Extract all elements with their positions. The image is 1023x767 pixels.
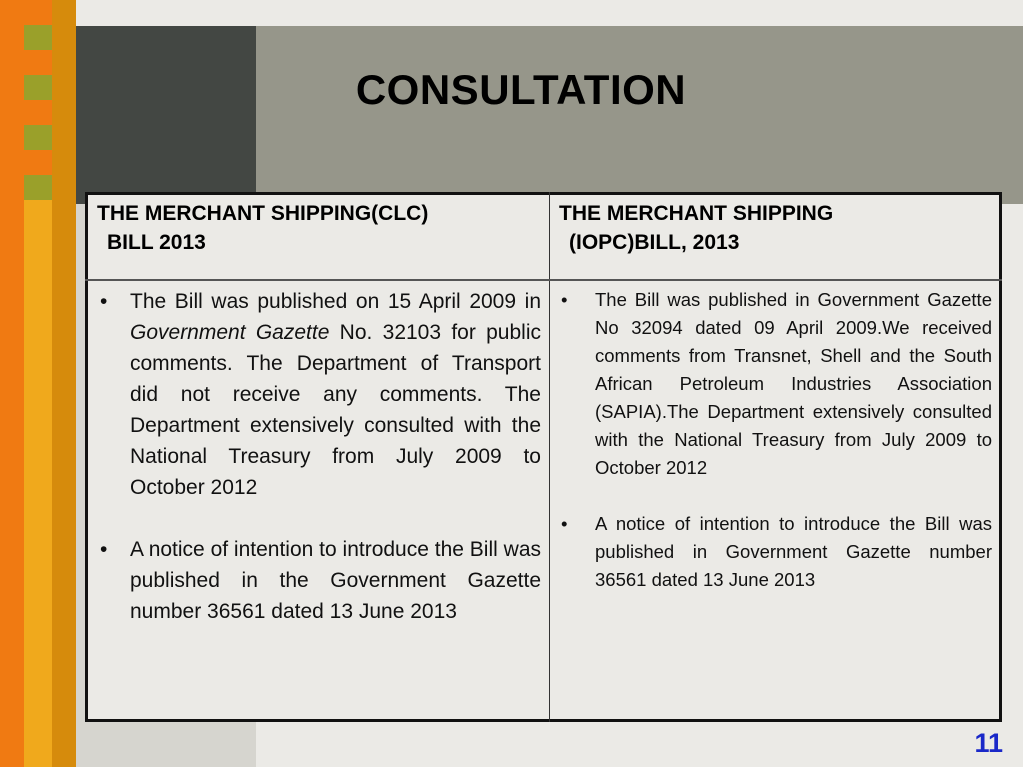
table-row-divider [85, 279, 1002, 281]
bullet-icon: • [561, 513, 568, 534]
list-item [556, 510, 992, 594]
table-cell-clc [95, 286, 541, 627]
table-header-clc [97, 199, 537, 257]
decor-stripe-orange [0, 0, 24, 767]
decor-checker [24, 50, 52, 75]
list-spacer [556, 482, 992, 510]
decor-checker [24, 175, 52, 200]
bullet-text-italic: Government Gazette [130, 321, 330, 344]
bullet-icon: • [561, 289, 568, 310]
bullet-text: The Bill was published on 15 April 2009 in [130, 290, 541, 313]
decor-dark-box [76, 26, 256, 204]
decor-checker [24, 150, 52, 175]
decor-checker [24, 75, 52, 100]
table-cell-iopc [556, 286, 992, 594]
slide-title: CONSULTATION [355, 66, 687, 113]
decor-top-bar [76, 0, 1023, 26]
list-item [95, 534, 541, 627]
header-line: (IOPC)BILL, 2013 [569, 231, 740, 254]
bullet-icon: • [100, 290, 108, 313]
bullet-text: A notice of intention to introduce the Bill was published in Government Gazette number 36561 dated 13 June 2013 [595, 513, 992, 590]
decor-checker [24, 0, 52, 25]
bullet-text: A notice of intention to introduce the Bill was published in the Government Gazette number 36561 dated 13 June 2013 [130, 538, 541, 623]
bullet-text: No. 32103 for public comments. The Department of Transport did not receive any comments. The Department extensively consulted with the National Treasury from July 2009 to October 2012 [130, 321, 541, 499]
title-band [256, 26, 1023, 204]
table-column-divider [549, 192, 550, 722]
header-line: THE MERCHANT SHIPPING(CLC) [97, 202, 429, 225]
list-item [556, 286, 992, 482]
bullet-icon: • [100, 538, 108, 561]
list-spacer [95, 503, 541, 534]
header-line: THE MERCHANT SHIPPING [559, 202, 834, 225]
bullet-text: The Bill was published in Government Gazette No 32094 dated 09 April 2009.We received comments from Transnet, Shell and the South African Petroleum Industries Association (SAPIA).The Department extensively consulted with the National Treasury from July 2009 to October 2012 [595, 289, 992, 478]
decor-stripe-dark-gold [52, 0, 76, 767]
decor-checker [24, 25, 52, 50]
list-item [95, 286, 541, 503]
page-number: 11 [974, 728, 1003, 758]
table-header-iopc [559, 199, 989, 257]
decor-checker [24, 100, 52, 125]
decor-checker [24, 125, 52, 150]
header-line: BILL 2013 [107, 231, 206, 254]
